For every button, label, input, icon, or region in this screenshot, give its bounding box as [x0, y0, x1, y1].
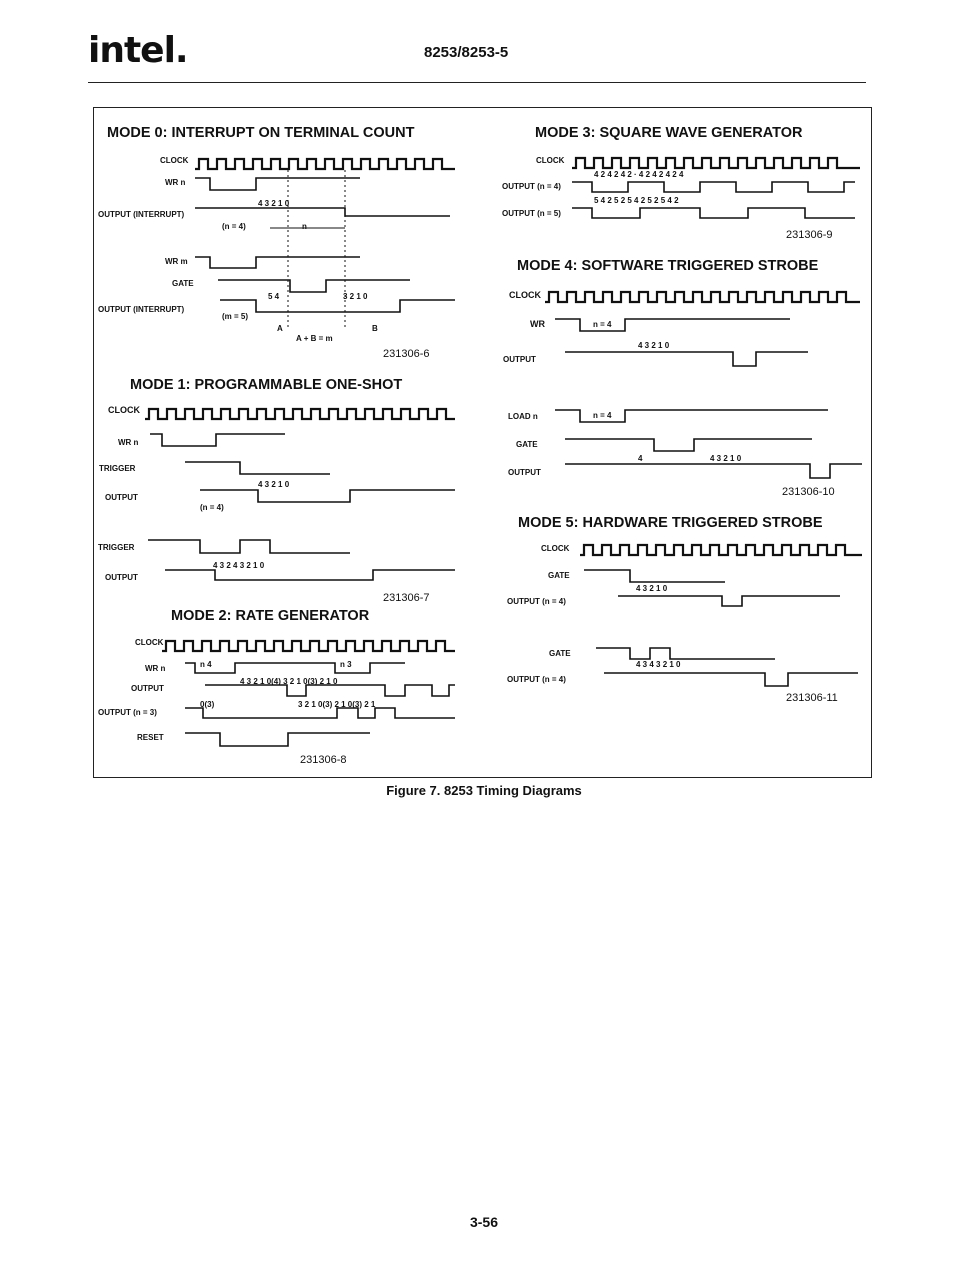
mode0-n-marker: n: [302, 222, 307, 231]
mode5-gate-label: GATE: [548, 571, 570, 580]
mode5-clock-wave: [580, 545, 862, 555]
mode2-reset-label: RESET: [137, 733, 164, 742]
mode5-fig-id: 231306-11: [786, 692, 838, 704]
mode3-count-seq1: 4 2 4 2 4 2 · 4 2 4 2 4 2 4: [594, 170, 684, 179]
mode4-title: MODE 4: SOFTWARE TRIGGERED STROBE: [517, 258, 819, 274]
mode2-wr-marks: n 4: [200, 660, 212, 669]
mode0-output2-wave: [220, 300, 455, 312]
mode1-wr-label: WR n: [118, 438, 139, 447]
mode0-m5-label: (m = 5): [222, 312, 249, 321]
mode0-a-label: A: [277, 324, 283, 333]
mode1-trigger-wave: [185, 462, 330, 474]
mode5-out2-label: OUTPUT (n = 4): [507, 675, 566, 684]
mode2-output-wave: [205, 685, 455, 696]
mode1-trigger2-label: TRIGGER: [98, 543, 135, 552]
mode1-trigger2-wave: [148, 540, 350, 553]
mode4-wr-wave: [555, 319, 790, 331]
mode2-fig-id: 231306-8: [300, 754, 347, 766]
mode0-clock-label: CLOCK: [160, 156, 189, 165]
mode1-fig-id: 231306-7: [383, 592, 430, 604]
mode2-output-n3-label: OUTPUT (n = 3): [98, 708, 157, 717]
mode0-count-seq: 4 3 2 1 0: [258, 199, 290, 208]
mode3-clock-wave: [572, 158, 860, 168]
mode0-n4-label: (n = 4): [222, 222, 246, 231]
mode0-output-label: OUTPUT (INTERRUPT): [98, 210, 185, 219]
mode4-output-wave: [565, 352, 808, 366]
mode0-wr-label: WR n: [165, 178, 186, 187]
mode0-wrm-wave: [195, 257, 360, 268]
mode1-count-seq: 4 3 2 1 0: [258, 480, 290, 489]
mode0-gate-wave: [218, 280, 410, 292]
mode3-count-seq2: 5 4 2 5 2 5 4 2 5 2 5 4 2: [594, 196, 679, 205]
mode5-output-wave: [618, 596, 840, 606]
mode4-clock-label: CLOCK: [509, 290, 541, 300]
mode2-count-seq: 4 3 2 1 0(4) 3 2 1 0(3) 2 1 0: [240, 677, 338, 686]
document-title: 8253/8253-5: [424, 44, 509, 61]
mode3-out-n5-wave: [572, 208, 855, 218]
mode0-gate-label: GATE: [172, 279, 194, 288]
mode1-clock-label: CLOCK: [108, 405, 140, 415]
figure-caption: Figure 7. 8253 Timing Diagrams: [386, 783, 582, 798]
mode4-count-seq: 4 3 2 1 0: [638, 341, 670, 350]
mode4-n4b-label: n = 4: [593, 411, 612, 420]
mode2-wr-label: WR n: [145, 664, 166, 673]
mode3-fig-id: 231306-9: [786, 229, 833, 241]
mode4-load-label: LOAD n: [508, 412, 538, 421]
mode2-count-seq2b: 3 2 1 0(3) 2 1 0(3) 2 1: [298, 700, 376, 709]
mode4-output2-label: OUTPUT: [508, 468, 541, 477]
mode0-title: MODE 0: INTERRUPT ON TERMINAL COUNT: [107, 125, 415, 141]
mode1-n4-label: (n = 4): [200, 503, 224, 512]
mode2-wr-wave: [185, 663, 405, 673]
mode4-output-label: OUTPUT: [503, 355, 536, 364]
mode3-out-n5-label: OUTPUT (n = 5): [502, 209, 561, 218]
mode5-title: MODE 5: HARDWARE TRIGGERED STROBE: [518, 515, 823, 531]
mode4-gate-label: GATE: [516, 440, 538, 449]
mode2-reset-wave: [185, 733, 370, 746]
mode1-output2-label: OUTPUT: [105, 573, 138, 582]
mode1-count-seq2: 4 3 2 4 3 2 1 0: [213, 561, 265, 570]
mode0-wr-wave: [195, 178, 360, 190]
mode2-clock-wave: [162, 641, 455, 651]
mode0-clock-wave: [195, 159, 455, 169]
mode0-fig-id: 231306-6: [383, 348, 430, 360]
mode2-clock-label: CLOCK: [135, 638, 164, 647]
mode1-trigger-label: TRIGGER: [99, 464, 136, 473]
mode0-sum-label: A + B = m: [296, 334, 333, 343]
mode4-count-seq2b: 4 3 2 1 0: [710, 454, 742, 463]
mode5-gate2-label: GATE: [549, 649, 571, 658]
mode4-output2-wave: [565, 464, 862, 478]
mode1-wr-wave: [150, 434, 285, 446]
mode2-wr-marks2: n 3: [340, 660, 352, 669]
mode1-title: MODE 1: PROGRAMMABLE ONE-SHOT: [130, 377, 403, 393]
mode5-gate2-wave: [596, 648, 775, 659]
mode1-output2-wave: [165, 570, 455, 580]
mode3-title: MODE 3: SQUARE WAVE GENERATOR: [535, 125, 803, 141]
mode5-gate-wave: [584, 570, 725, 582]
mode4-gate-wave: [565, 439, 812, 451]
mode1-output-label: OUTPUT: [105, 493, 138, 502]
mode5-clock-label: CLOCK: [541, 544, 570, 553]
mode2-title: MODE 2: RATE GENERATOR: [171, 608, 370, 624]
mode0-count-seq-a: 5 4: [268, 292, 280, 301]
page-number: 3-56: [469, 1214, 499, 1230]
mode5-count-seq2: 4 3 4 3 2 1 0: [636, 660, 681, 669]
mode5-output2-wave: [604, 673, 858, 686]
mode4-wr-label: WR: [530, 319, 545, 329]
mode4-fig-id: 231306-10: [782, 486, 835, 498]
intel-logo: intel.: [88, 30, 188, 71]
mode4-count-seq2a: 4: [638, 454, 643, 463]
mode0-output-wave: [195, 208, 450, 216]
mode3-out-n4-wave: [572, 182, 855, 192]
mode4-n4-label: n = 4: [593, 320, 612, 329]
mode1-clock-wave: [145, 409, 455, 419]
mode4-clock-wave: [545, 292, 860, 302]
mode0-count-seq-b: 3 2 1 0: [343, 292, 368, 301]
mode0-wrm-label: WR m: [165, 257, 188, 266]
mode5-count-seq: 4 3 2 1 0: [636, 584, 668, 593]
mode3-out-n4-label: OUTPUT (n = 4): [502, 182, 561, 191]
mode2-output-label: OUTPUT: [131, 684, 164, 693]
mode2-output-n3-wave: [185, 708, 455, 718]
mode0-b-label: B: [372, 324, 378, 333]
mode0-output2-label: OUTPUT (INTERRUPT): [98, 305, 185, 314]
mode1-output-wave: [200, 490, 455, 502]
mode3-clock-label: CLOCK: [536, 156, 565, 165]
mode2-count-seq2a: 0(3): [200, 700, 215, 709]
mode5-out-label: OUTPUT (n = 4): [507, 597, 566, 606]
